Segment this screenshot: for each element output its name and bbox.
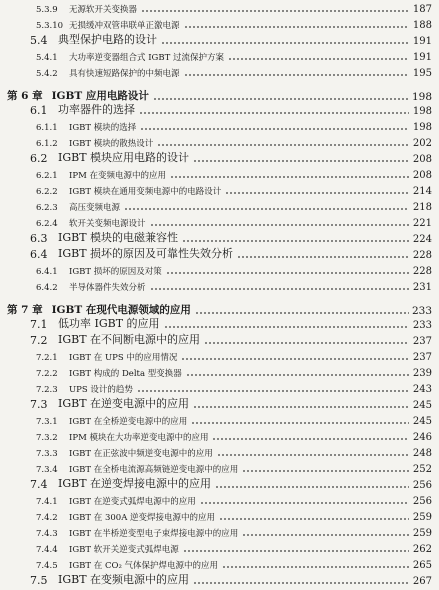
entry-number: 7.4 (30, 478, 48, 491)
entry-number: 7.4.3 (36, 529, 58, 539)
entry-number: 6.2 (30, 152, 48, 165)
page-number: 237 (412, 352, 432, 363)
entry-number: 6.2.2 (36, 187, 58, 197)
subsection-entry (0, 215, 439, 229)
page-number: 198 (412, 106, 432, 117)
entry-number: 7.4.5 (36, 561, 58, 571)
dot-leader (200, 502, 409, 504)
subsection-entry (0, 525, 439, 539)
dot-leader (141, 10, 409, 12)
section-entry (0, 33, 439, 47)
dot-leader (215, 486, 409, 488)
page-number: 214 (412, 186, 432, 197)
dot-leader (164, 326, 409, 328)
page-number: 243 (412, 384, 432, 395)
subsection-entry (0, 167, 439, 181)
dot-leader (193, 582, 409, 584)
section-entry (0, 231, 439, 245)
entry-title: IGBT 在不间断电源中的应用 (58, 333, 201, 346)
dot-leader (137, 390, 409, 392)
dot-leader (191, 422, 409, 424)
entry-number: 7.5 (30, 574, 48, 587)
dot-leader (124, 208, 409, 210)
entry-title: IGBT 损坏的原因及对策 (69, 267, 162, 277)
entry-number: 7.4.1 (36, 497, 58, 507)
page-number: 267 (412, 576, 432, 587)
entry-title: 软开关变频电源设计 (69, 219, 146, 229)
dot-leader (186, 374, 409, 376)
entry-title: IGBT 应用电路设计 (51, 90, 149, 102)
entry-number: 6.1.1 (36, 123, 58, 133)
page-number: 188 (412, 20, 432, 31)
entry-title: 半导体器件失效分析 (69, 283, 146, 293)
dot-leader (140, 128, 409, 130)
entry-title: IPM 在变频电源中的应用 (69, 171, 166, 181)
dot-leader (193, 160, 409, 162)
entry-title: IGBT 在 UPS 中的应用情况 (69, 353, 178, 363)
page-number: 208 (412, 154, 432, 165)
page-number: 231 (412, 282, 432, 293)
subsection-entry (0, 557, 439, 571)
entry-title: 功率器件的选择 (58, 103, 135, 116)
entry-title: 大功率逆变器组合式 IGBT 过流保护方案 (69, 53, 224, 63)
dot-leader (237, 256, 409, 258)
entry-number: 5.4.2 (36, 69, 58, 79)
section-entry (0, 477, 439, 491)
subsection-entry (0, 199, 439, 213)
entry-number: 7.1 (30, 318, 48, 331)
dot-leader (195, 312, 409, 314)
entry-number: 6.1.2 (36, 139, 58, 149)
page-number: 256 (412, 480, 432, 491)
page-number: 233 (411, 305, 432, 317)
entry-title: IGBT 在 CO₂ 气体保护焊电源中的应用 (69, 561, 219, 571)
entry-title: IGBT 模块的散热设计 (69, 139, 154, 149)
dot-leader (217, 454, 409, 456)
section-entry (0, 317, 439, 331)
dot-leader (139, 112, 409, 114)
entry-number: 6.2.4 (36, 219, 58, 229)
entry-number: 5.3.9 (36, 5, 58, 15)
entry-number: 5.4.1 (36, 53, 58, 63)
dot-leader (204, 342, 409, 344)
subsection-entry (0, 65, 439, 79)
section-entry (0, 397, 439, 411)
page-number: 208 (412, 170, 432, 181)
page-number: 228 (412, 266, 432, 277)
subsection-entry (0, 381, 439, 395)
page-number: 224 (412, 234, 432, 245)
section-entry (0, 333, 439, 347)
subsection-entry (0, 1, 439, 15)
entry-number: 7.4.4 (36, 545, 58, 555)
entry-title: IGBT 在逆变焊接电源中的应用 (58, 477, 212, 490)
subsection-entry (0, 183, 439, 197)
page-number: 245 (412, 416, 432, 427)
subsection-entry (0, 17, 439, 31)
subsection-entry (0, 429, 439, 443)
subsection-entry (0, 413, 439, 427)
dot-leader (157, 144, 409, 146)
entry-title: IGBT 在 300A 逆变焊接电源中的应用 (69, 513, 216, 523)
entry-title: IGBT 在全桥逆变电源中的应用 (69, 417, 188, 427)
dot-leader (150, 224, 409, 226)
entry-title: 低功率 IGBT 的应用 (58, 317, 160, 330)
entry-title: IGBT 构成的 Delta 型变换器 (69, 369, 182, 379)
subsection-entry (0, 541, 439, 555)
dot-leader (166, 272, 409, 274)
entry-title: IGBT 模块应用电路的设计 (58, 151, 190, 164)
page-number: 252 (412, 464, 432, 475)
entry-number: 6.1 (30, 104, 48, 117)
page-number: 198 (412, 122, 432, 133)
entry-title: 高压变频电源 (69, 203, 121, 213)
entry-title: IGBT 在全桥电流源高频链逆变电源中的应用 (69, 465, 239, 475)
entry-number: 7.2 (30, 334, 48, 347)
entry-title: IGBT 在正弦波中频逆变电源中的应用 (69, 449, 213, 459)
entry-number: 7.3.2 (36, 433, 58, 443)
entry-number: 7.3.1 (36, 417, 58, 427)
entry-title: IGBT 损坏的原因及可靠性失效分析 (58, 247, 234, 260)
entry-number: 7.2.3 (36, 385, 58, 395)
section-entry (0, 247, 439, 261)
entry-title: 无源软开关变换器 (69, 5, 138, 15)
subsection-entry (0, 135, 439, 149)
entry-title: IGBT 模块的选择 (69, 123, 137, 133)
entry-title: IGBT 模块的电磁兼容性 (58, 231, 179, 244)
entry-number: 5.4 (30, 34, 48, 47)
page-number: 221 (412, 218, 432, 229)
page-number: 191 (412, 36, 432, 47)
dot-leader (181, 358, 409, 360)
dot-leader (193, 406, 409, 408)
page-number: 239 (412, 368, 432, 379)
entry-title: IGBT 模块在通用变频电源中的电路设计 (69, 187, 222, 197)
dot-leader (212, 438, 409, 440)
page-number: 256 (412, 496, 432, 507)
page-number: 246 (412, 432, 432, 443)
dot-leader (225, 192, 409, 194)
dot-leader (242, 534, 409, 536)
entry-title: IGBT 在现代电源领域的应用 (51, 304, 191, 316)
subsection-entry (0, 445, 439, 459)
page-number: 259 (412, 528, 432, 539)
entry-number: 6.2.3 (36, 203, 58, 213)
entry-title: 无损缓冲双管串联单正激电源 (69, 21, 180, 31)
subsection-entry (0, 349, 439, 363)
entry-number: 6.3 (30, 232, 48, 245)
section-entry (0, 573, 439, 587)
page-number: 262 (412, 544, 432, 555)
section-entry (0, 103, 439, 117)
entry-number: 6.4.2 (36, 283, 58, 293)
dot-leader (219, 518, 409, 520)
dot-leader (161, 42, 409, 44)
page-number: 195 (412, 68, 432, 79)
page-number: 245 (412, 400, 432, 411)
entry-title: IGBT 在变频电源中的应用 (58, 573, 190, 586)
entry-number: 7.3.4 (36, 465, 58, 475)
subsection-entry (0, 279, 439, 293)
entry-number: 7.3 (30, 398, 48, 411)
page-number: 259 (412, 512, 432, 523)
entry-title: IGBT 在逆变式弧焊电源中的应用 (69, 497, 196, 507)
entry-number: 5.3.10 (36, 21, 64, 31)
entry-title: IGBT 软开关逆变式弧焊电源 (69, 545, 179, 555)
page-number: 191 (412, 52, 432, 63)
entry-number: 7.2.2 (36, 369, 58, 379)
dot-leader (242, 470, 409, 472)
dot-leader (150, 288, 409, 290)
subsection-entry (0, 49, 439, 63)
entry-number: 第 7 章 (7, 304, 43, 316)
page-number: 248 (412, 448, 432, 459)
dot-leader (184, 74, 409, 76)
entry-title: UPS 设计的趋势 (69, 385, 133, 395)
page-number: 265 (412, 560, 432, 571)
entry-number: 7.3.3 (36, 449, 58, 459)
dot-leader (153, 98, 409, 100)
subsection-entry (0, 461, 439, 475)
entry-number: 6.4 (30, 248, 48, 261)
page-number: 233 (412, 320, 432, 331)
subsection-entry (0, 119, 439, 133)
subsection-entry (0, 263, 439, 277)
page-number: 237 (412, 336, 432, 347)
dot-leader (182, 240, 409, 242)
entry-number: 6.2.1 (36, 171, 58, 181)
page-number: 187 (412, 4, 432, 15)
entry-title: IPM 模块在大功率逆变电源中的应用 (69, 433, 209, 443)
entry-number: 7.4.2 (36, 513, 58, 523)
dot-leader (170, 176, 409, 178)
page-number: 202 (412, 138, 432, 149)
entry-title: 典型保护电路的设计 (58, 33, 157, 46)
entry-number: 第 6 章 (7, 90, 43, 102)
entry-title: IGBT 在逆变电源中的应用 (58, 397, 190, 410)
subsection-entry (0, 365, 439, 379)
entry-title: 具有快速短路保护的中频电源 (69, 69, 180, 79)
page-number: 218 (412, 202, 432, 213)
section-entry (0, 151, 439, 165)
entry-number: 6.4.1 (36, 267, 58, 277)
entry-title: IGBT 在半桥逆变型电子束焊接电源中的应用 (69, 529, 239, 539)
entry-number: 7.2.1 (36, 353, 58, 363)
dot-leader (228, 58, 409, 60)
page-number: 198 (411, 91, 432, 103)
page-number: 228 (412, 250, 432, 261)
dot-leader (183, 550, 409, 552)
subsection-entry (0, 509, 439, 523)
subsection-entry (0, 493, 439, 507)
dot-leader (184, 26, 409, 28)
dot-leader (222, 566, 409, 568)
